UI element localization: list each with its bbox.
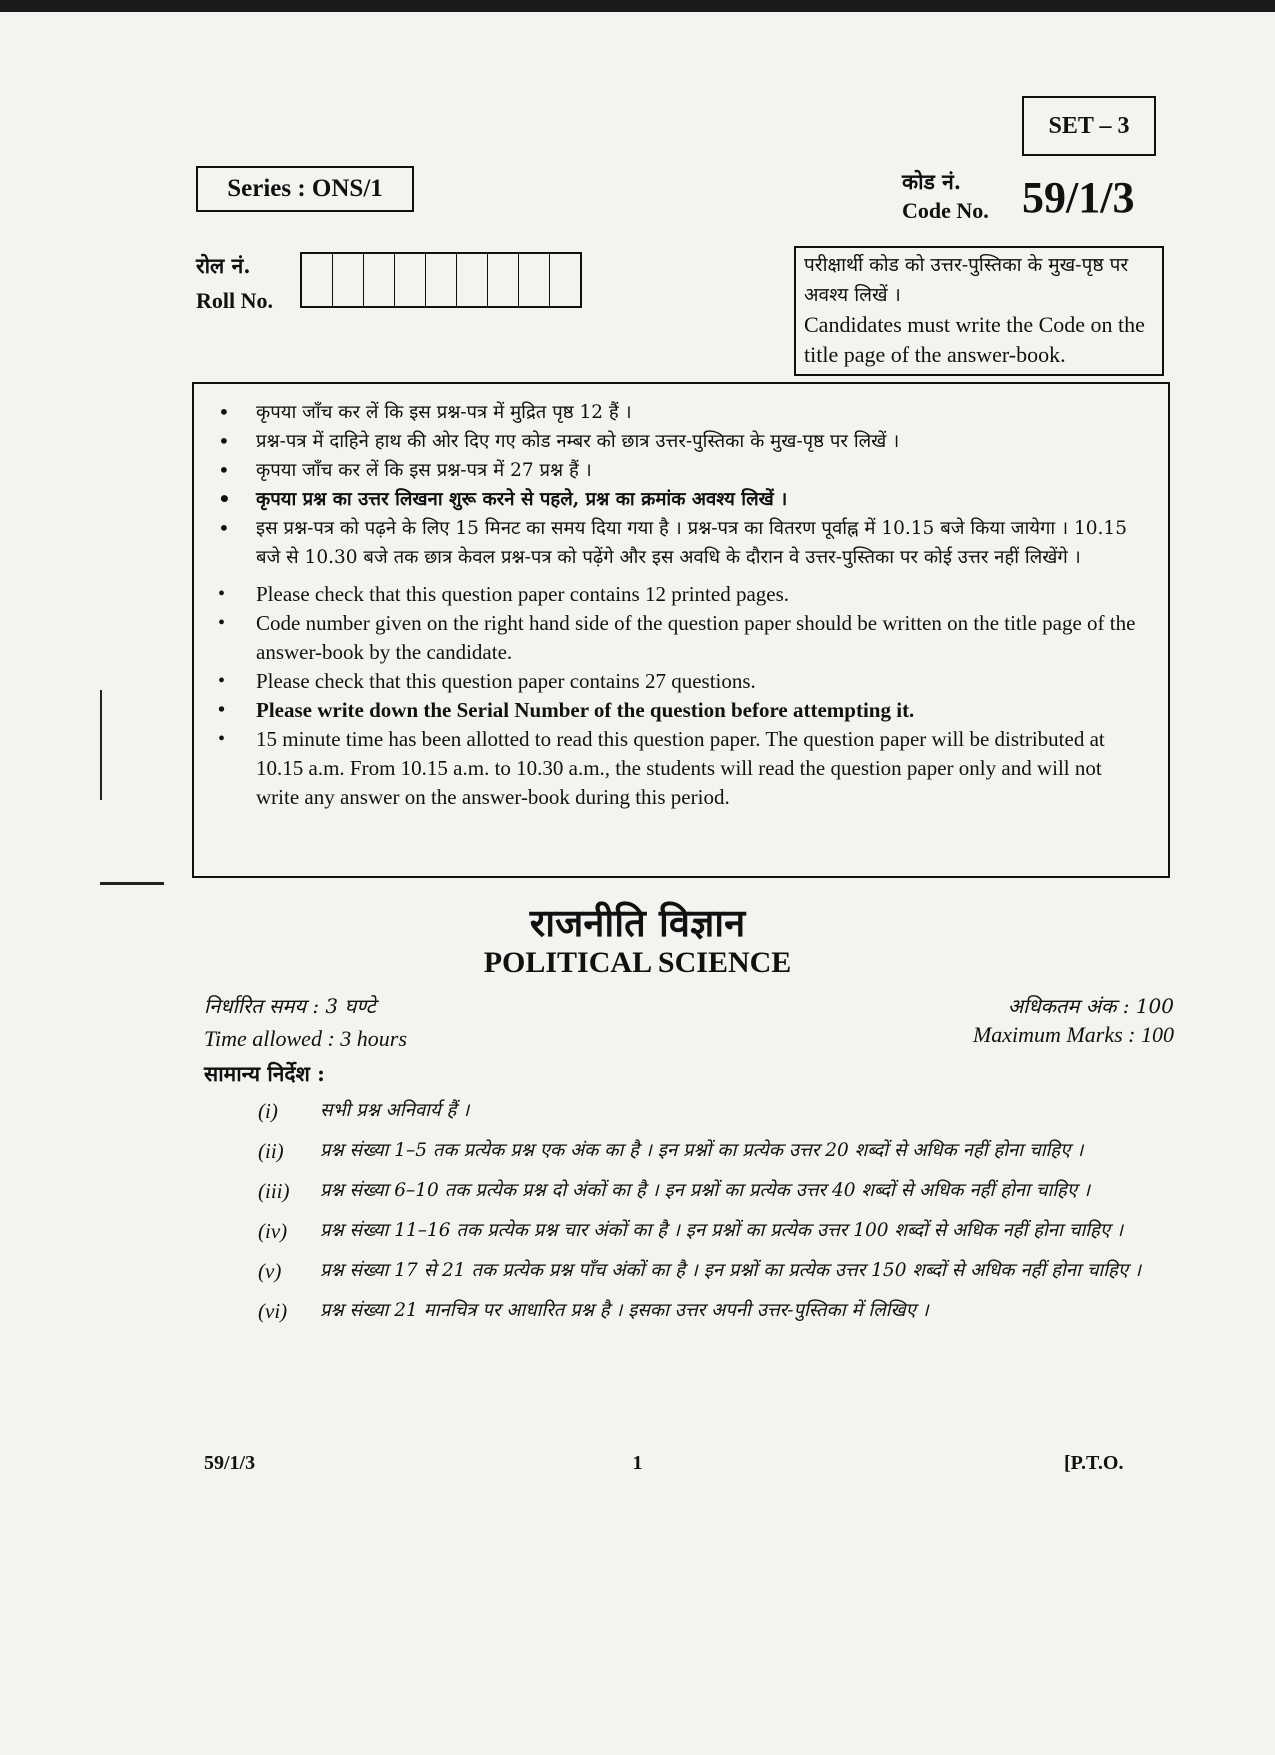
instructions-list <box>214 398 1146 812</box>
general-instructions-heading: सामान्य निर्देश : <box>204 1061 325 1086</box>
instruction-text: प्रश्न संख्या 11–16 तक प्रत्येक प्रश्न चार अंकों का है । इन प्रश्नों का प्रत्येक उत्तर 100 शब्दों से अधिक नहीं होना चाहिए । <box>320 1220 1124 1241</box>
roll-digit-box[interactable] <box>488 254 519 306</box>
instruction-item-english: • Please check that this question paper contains 12 printed pages. <box>214 580 1146 609</box>
code-number: 59/1/3 <box>1022 173 1135 222</box>
roll-digit-box[interactable] <box>457 254 488 306</box>
code-instruction-hindi: परीक्षार्थी कोड को उत्तर-पुस्तिका के मुख-पृष्ठ पर अवश्य लिखें । <box>804 254 1129 306</box>
instruction-item-hindi: • प्रश्न-पत्र में दाहिने हाथ की ओर दिए गए कोड नम्बर को छात्र उत्तर-पुस्तिका के मुख-पृष्ठ पर लिखें । <box>214 427 1146 456</box>
instruction-item-english: • Please check that this question paper contains 27 questions. <box>214 667 1146 696</box>
roll-digit-box[interactable] <box>395 254 426 306</box>
instruction-text: प्रश्न संख्या 1–5 तक प्रत्येक प्रश्न एक अंक का है । इन प्रश्नों का प्रत्येक उत्तर 20 शब्दों से अधिक नहीं होना चाहिए । <box>320 1140 1084 1161</box>
general-instruction-item <box>258 1254 1178 1288</box>
roll-label-hindi: रोल नं. <box>196 253 251 278</box>
footer-code: 59/1/3 <box>204 1452 256 1474</box>
roll-digit-box[interactable] <box>364 254 395 306</box>
subject-title-english: POLITICAL SCIENCE <box>483 946 792 979</box>
instruction-item-hindi: • कृपया प्रश्न का उत्तर लिखना शुरू करने से पहले, प्रश्न का क्रमांक अवश्य लिखें । <box>214 485 1146 514</box>
instruction-text: सभी प्रश्न अनिवार्य हैं । <box>320 1100 470 1121</box>
general-instruction-item <box>258 1094 1178 1128</box>
set-label: SET – 3 <box>1022 96 1156 156</box>
instruction-item-hindi: • कृपया जाँच कर लें कि इस प्रश्न-पत्र में 27 प्रश्न हैं । <box>214 456 1146 485</box>
general-instruction-item <box>258 1214 1178 1248</box>
time-allowed-english: Time allowed : 3 hours <box>204 1026 407 1051</box>
series-label: Series : ONS/1 <box>196 166 414 212</box>
roll-number-boxes[interactable] <box>300 252 582 308</box>
margin-mark <box>100 690 102 800</box>
instruction-item-english: • Code number given on the right hand side of the question paper should be written on the title page of the answer-book by the candidate. <box>214 609 1146 667</box>
instruction-item-english: • 15 minute time has been allotted to read this question paper. The question paper will be distributed at 10.15 a.m. From 10.15 a.m. to 10.30 a.m., the students will read the question paper only and will not write any answer on the answer-book during this period. <box>214 725 1146 812</box>
instruction-text: प्रश्न संख्या 6–10 तक प्रत्येक प्रश्न दो अंकों का है । इन प्रश्नों का प्रत्येक उत्तर 40 शब्दों से अधिक नहीं होना चाहिए । <box>320 1180 1090 1201</box>
instruction-text: प्रश्न संख्या 21 मानचित्र पर आधारित प्रश्न है । इसका उत्तर अपनी उत्तर-पुस्तिका में लिखिए । <box>320 1300 929 1321</box>
roll-digit-box[interactable] <box>550 254 580 306</box>
instruction-number: (ii) <box>258 1139 284 1163</box>
instruction-text: प्रश्न संख्या 17 से 21 तक प्रत्येक प्रश्न पाँच अंकों का है । इन प्रश्नों का प्रत्येक उत्तर 150 शब्दों से अधिक नहीं होना चाहिए । <box>320 1260 1141 1281</box>
maximum-marks-english: Maximum Marks : 100 <box>972 1022 1174 1047</box>
roll-digit-box[interactable] <box>333 254 364 306</box>
code-label-english: Code No. <box>902 198 989 223</box>
general-instruction-item <box>258 1174 1178 1208</box>
page-number: 1 <box>632 1452 643 1474</box>
instruction-number: (vi) <box>258 1299 288 1323</box>
instruction-item-english: • Please write down the Serial Number of the question before attempting it. <box>214 696 1146 725</box>
roll-digit-box[interactable] <box>519 254 550 306</box>
time-allowed-hindi: निर्धारित समय : 3 घण्टे <box>204 994 376 1018</box>
maximum-marks-hindi: अधिकतम अंक : 100 <box>1007 994 1174 1018</box>
general-instructions-list <box>258 1094 1178 1334</box>
instruction-number: (iii) <box>258 1179 290 1203</box>
code-instruction-box <box>794 246 1164 376</box>
instruction-number: (v) <box>258 1259 282 1283</box>
instruction-item-hindi: • कृपया जाँच कर लें कि इस प्रश्न-पत्र में मुद्रित पृष्ठ 12 हैं । <box>214 398 1146 427</box>
instructions-box <box>192 382 1170 878</box>
code-label-hindi: कोड नं. <box>902 169 962 194</box>
code-instruction-english: Candidates must write the Code on the title page of the answer-book. <box>804 312 1145 367</box>
please-turn-over: [P.T.O. <box>1064 1452 1124 1474</box>
general-instruction-item <box>258 1134 1178 1168</box>
instruction-number: (iv) <box>258 1219 288 1243</box>
subject-title-hindi: राजनीति विज्ञान <box>529 900 746 945</box>
scan-top-edge <box>0 0 1275 12</box>
roll-digit-box[interactable] <box>302 254 333 306</box>
roll-digit-box[interactable] <box>426 254 457 306</box>
instruction-number: (i) <box>258 1099 278 1123</box>
margin-mark <box>100 882 164 885</box>
roll-label-english: Roll No. <box>196 288 273 313</box>
instruction-item-hindi: • इस प्रश्न-पत्र को पढ़ने के लिए 15 मिनट का समय दिया गया है । प्रश्न-पत्र का वितरण पूर्वाह्न में 10.15 बजे किया जायेगा । 10.15 बजे से 10.30 बजे तक छात्र केवल प्रश्न-पत्र को पढ़ेंगे और इस अवधि के दौरान वे उत्तर-पुस्तिका पर कोई उत्तर नहीं लिखेंगे । <box>214 514 1146 572</box>
general-instruction-item <box>258 1294 1178 1328</box>
